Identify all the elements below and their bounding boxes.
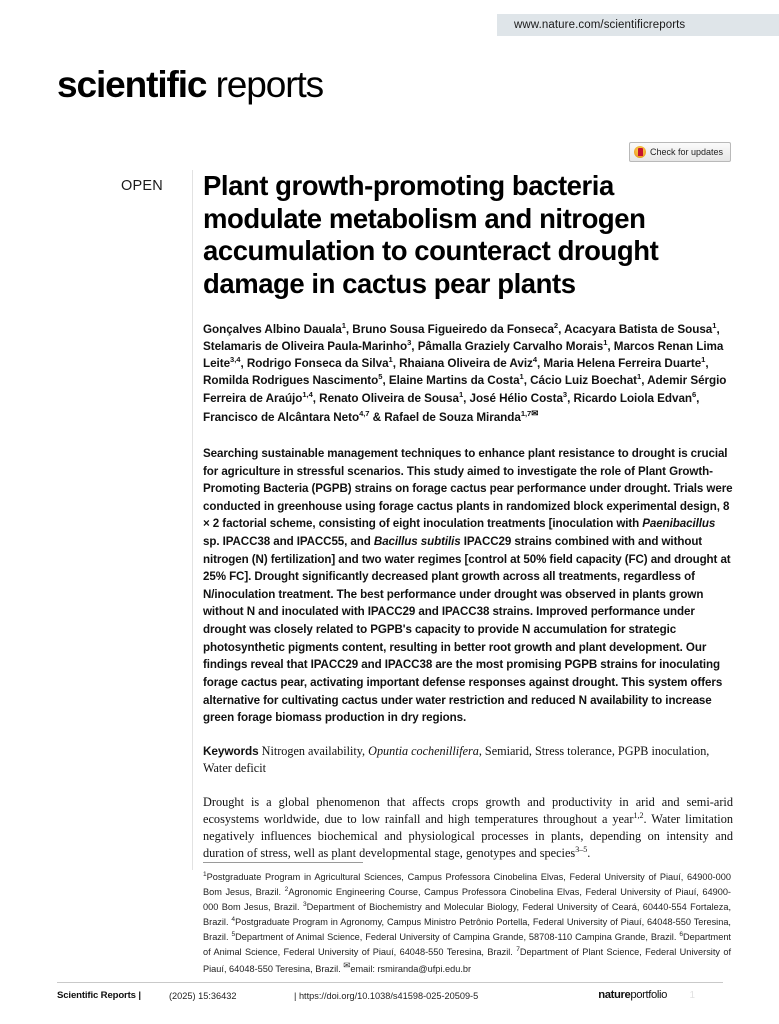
footer-divider-rule	[57, 982, 723, 983]
brand-word-nature: nature	[598, 989, 631, 1001]
keywords-section	[203, 743, 733, 778]
affiliations-text: $^1$Postgraduate Program in Agricultural Sciences, Campus Professora Cinobelina Elvas, Federal University of Piauí, 64900-000 Bom Jesus, Brazil. $^2$Agronomic Engineering Course, Campus Professora Cinobelina Elvas, Federal University of Piauí, 64900-000 Bom Jesus, Brazil. $^3$Department of Biochemistry and Molecular Biology, Federal University of Ceará, 60440-554 Fortaleza, Brazil. $^4$Postgraduate Program in Agronomy, Campus Ministro Petrônio Portella, Federal University of Piauí, 64048-550 Teresina, Brazil. $^5$Department of Animal Science, Federal University of Campina Grande, 58708-110 Campina Grande, Brazil. $^6$Department of Animal Science, Federal University of Piauí, 64048-550 Teresina, Brazil. $^7$Department of Plant Science, Federal University of Piauí, 64048-550 Teresina, Brazil. ✉email: rsmiranda@ufpi.edu.br	[203, 870, 731, 975]
check-for-updates-button[interactable]	[629, 142, 731, 162]
journal-url-text: www.nature.com/scientificreports	[514, 19, 686, 31]
abstract-text: Searching sustainable management techniques to enhance plant resistance to drought is crucial for agriculture in stressful scenarios. This study aimed to investigate the role of Plant Growth-Promoting Bacteria (PGPB) strains on forage cactus pear performance under drought. Trials were conducted in greenhouse using forage cactus plants in randomized block experimental design, 8 × 2 factorial scheme, consisting of eight inoculation treatments [inoculation with Paenibacillus sp. IPACC38 and IPACC55, and Bacillus subtilis IPACC29 strains combined with and without nitrogen (N) fertilization] and two water regimes [control at 50% field capacity (FC) and drought at 25% FC]. Drought significantly decreased plant growth across all treatments, regardless of N/inoculation treatment. The best performance under drought was observed in plants grown without N and inoculated with IPACC29 and IPACC38 strains. Improved performance under drought was closely related to PGPB's capacity to provide N accumulation for strategic photosynthetic pigments content, resulting in better root growth and plant development. Our findings reveal that IPACC29 and IPACC38 are the most promising PGPB strains for inoculating forage cactus pear, activating important defense responses against drought. This system offers alternative for cultivating cactus under water restriction and reduced N availability to increase green forage biomass production in dry regions.	[203, 446, 733, 725]
footer-journal-name: Scientific Reports |	[57, 990, 141, 1001]
journal-url-banner	[497, 14, 779, 36]
page-footer	[57, 990, 723, 1008]
keywords-label: Keywords	[203, 743, 259, 758]
introduction-paragraph: Drought is a global phenomenon that affects crops growth and productivity in arid and semi-arid ecosystems worldwide, due to low rainfall and high temperatures throughout a year$^{1,2}$. Water limitation negatively influences biochemical and physiological processes in plants, depending on intensity and duration of stress, well as plant developmental stage, genotypes and species$^{3-5}$.	[203, 795, 733, 860]
keywords-list: Nitrogen availability, Opuntia cochenillifera, Semiarid, Stress tolerance, PGPB inoculation, Water deficit	[203, 743, 710, 776]
brand-word-portfolio: portfolio	[630, 989, 667, 1001]
page-title: Plant growth-promoting bacteria modulate metabolism and nitrogen accumulation to counteract drought damage in cactus pear plants	[203, 170, 659, 300]
author-list: Gonçalves Albino Dauala$^1$, Bruno Sousa Figueiredo da Fonseca$^2$, Acacyara Batista de Sousa$^1$, Stelamaris de Oliveira Paula-Marinho$^3$, Pâmalla Graziely Carvalho Morais$^1$, Marcos Renan Lima Leite$^{3,4}$, Rodrigo Fonseca da Silva$^1$, Rhaiana Oliveira de Aviz$^4$, Maria Helena Ferreira Duarte$^1$, Romilda Rodrigues Nascimento$^5$, Elaine Martins da Costa$^1$, Cácio Luiz Boechat$^1$, Ademir Sérgio Ferreira de Araújo$^{1,4}$, Renato Oliveira de Sousa$^1$, José Hélio Costa$^3$, Ricardo Loiola Edvan$^6$, Francisco de Alcântara Neto$^{4,7}$ & Rafael de Souza Miranda$^{1,7✉}$	[203, 320, 727, 424]
nature-portfolio-logo	[598, 989, 667, 1001]
open-access-tag: OPEN	[121, 178, 163, 194]
logo-word-reports: reports	[206, 64, 324, 105]
footer-citation: (2025) 15:36432	[169, 990, 237, 1001]
column-divider-rule	[192, 170, 193, 870]
check-for-updates-label: Check for updates	[650, 147, 724, 157]
scientific-reports-logo	[57, 66, 323, 103]
logo-word-scientific: scientific	[57, 64, 207, 105]
crossmark-update-icon	[634, 146, 646, 158]
footer-doi-link[interactable]: | https://doi.org/10.1038/s41598-025-20509-5	[294, 990, 479, 1001]
article-content-column	[203, 170, 733, 862]
page-number: 1	[689, 990, 695, 1001]
affiliations-divider-rule	[203, 862, 363, 863]
